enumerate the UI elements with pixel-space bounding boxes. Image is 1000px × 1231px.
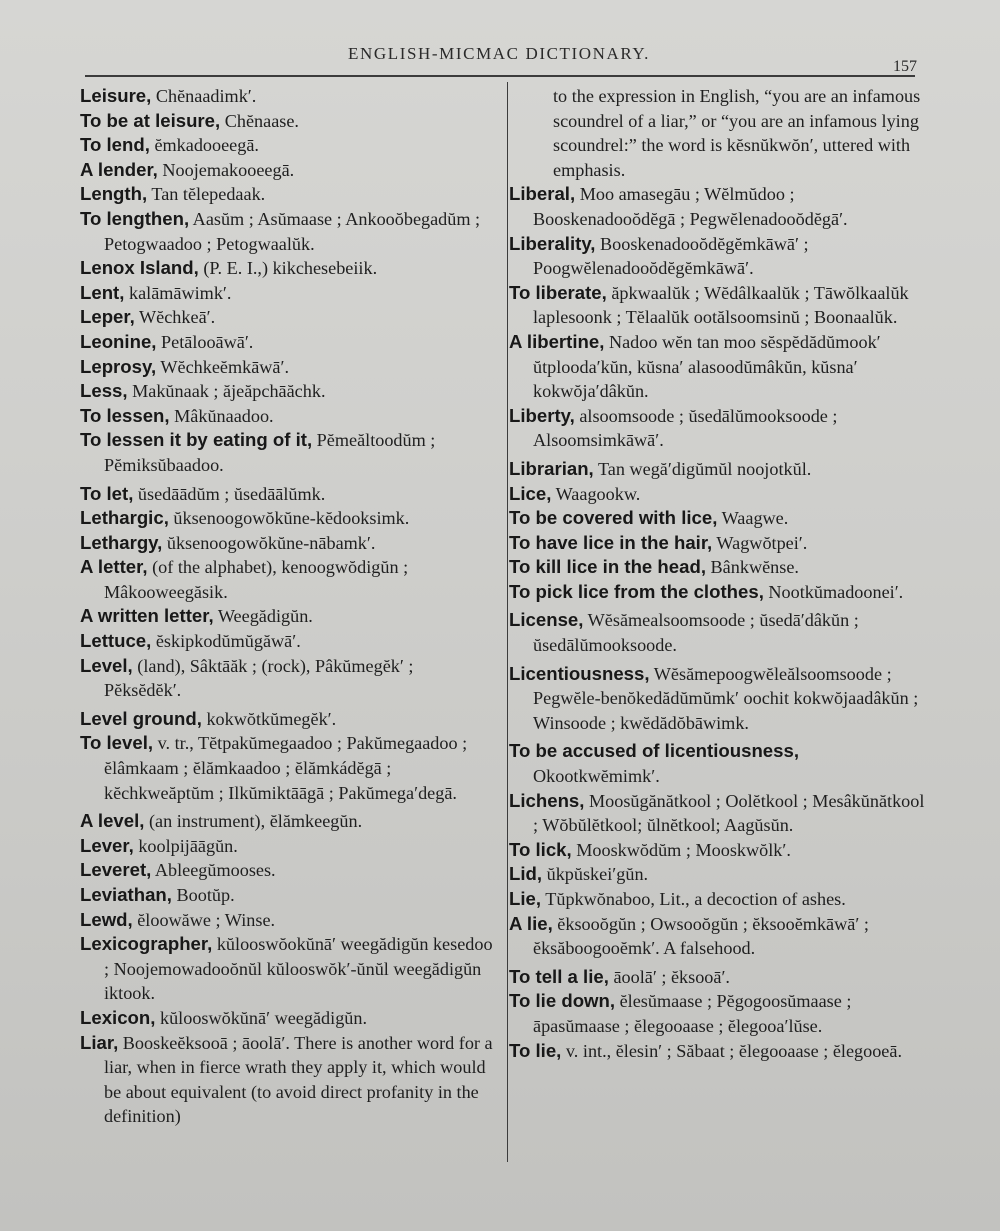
entry-headword: Licentiousness, <box>509 662 650 684</box>
dictionary-entry <box>80 629 495 654</box>
dictionary-entry <box>80 707 495 732</box>
dictionary-entry <box>80 731 495 805</box>
dictionary-entry <box>509 404 929 453</box>
entry-headword: Leprosy, <box>80 355 157 377</box>
entry-definition: kŭlooswŏokŭnā′ weegădigŭn kesedoo ; Noojemowadooŏnŭl kŭlooswŏk′-ŭnŭl weegădigŭn iktook. <box>104 934 493 1004</box>
entry-definition: ĕmkadooeegā. <box>149 135 259 156</box>
dictionary-entry <box>80 84 495 109</box>
entry-headword: Level, <box>80 654 133 676</box>
entry-definition: (of the alphabet), kenoogwŏdigŭn ; Mâkooweegăsik. <box>104 557 409 602</box>
column-divider <box>507 82 508 1162</box>
entry-definition: alsoomsoode ; ŭsedālŭmooksoode ; Alsoomsimkāwā′. <box>533 405 838 451</box>
dictionary-entry <box>509 739 929 788</box>
dictionary-entry <box>80 1031 495 1129</box>
entry-headword: To lie, <box>509 1039 562 1061</box>
entry-definition: Ableegŭmooses. <box>151 860 276 881</box>
dictionary-entry <box>80 109 495 134</box>
dictionary-entry <box>80 133 495 158</box>
entry-headword: Liberal, <box>509 183 576 205</box>
entry-headword: To have lice in the hair, <box>509 531 713 553</box>
dictionary-entry <box>80 531 495 556</box>
dictionary-entry <box>80 355 495 380</box>
entry-definition: Mooskwŏdŭm ; Mooskwŏlk′. <box>571 839 791 860</box>
entry-definition: kŭlooswŏkŭnā′ weegădigŭn. <box>155 1007 368 1028</box>
entry-headword: Lexicographer, <box>80 933 213 955</box>
entry-definition: ŭkpŭskei′gŭn. <box>542 864 649 885</box>
entry-definition: Mâkŭnaadoo. <box>169 405 274 426</box>
entry-definition: Wĕsămepoogwĕleălsoomsoode ; Pegwĕle-benŏkedădŭmŭmk′ oochit kokwŏjaadâkŭn ; Winsoode ; kwĕdădŏbāwimk. <box>533 663 919 733</box>
dictionary-entry <box>80 834 495 859</box>
entry-definition: v. tr., Tĕtpakŭmegaadoo ; Pakŭmegaadoo ; ĕlâmkaam ; ĕlămkaadoo ; ĕlămkádĕgā ; kĕchkweăptŭm ; Ilkŭmiktāāgā ; Pakŭmega′degā. <box>104 733 468 803</box>
dictionary-entry <box>80 932 495 1006</box>
dictionary-entry <box>80 207 495 256</box>
dictionary-entry <box>509 531 929 556</box>
entry-headword: To lengthen, <box>80 207 190 229</box>
entry-headword: Lid, <box>509 863 543 885</box>
entry-headword: A libertine, <box>509 330 605 352</box>
entry-headword: Lexicon, <box>80 1006 156 1028</box>
entry-definition: koolpijāāgŭn. <box>133 835 238 856</box>
entry-headword: Leviathan, <box>80 884 172 905</box>
entry-headword: Leper, <box>80 306 135 328</box>
entry-headword: Lent, <box>80 281 125 303</box>
entry-headword: To lessen it by eating of it, <box>80 429 313 451</box>
entry-definition: Weegădigŭn. <box>213 606 313 627</box>
dictionary-entry <box>80 330 495 355</box>
dictionary-entry <box>80 379 495 404</box>
entry-headword: To be at leisure, <box>80 109 221 131</box>
dictionary-entry <box>509 182 929 231</box>
dictionary-entry <box>80 883 495 908</box>
entry-definition: Bânkwĕnse. <box>706 557 799 578</box>
entry-definition: Nadoo wĕn tan moo sĕspĕdădŭmook′ ŭtplooda′kŭn, kŭsna′ alasoodŭmâkŭn, kŭsna′ kokwŏja′dâkŭn. <box>533 331 881 402</box>
entry-definition: Tan wegă′digŭmŭl noojotkŭl. <box>593 458 812 479</box>
entry-headword: License, <box>509 609 584 631</box>
dictionary-entry <box>509 232 929 281</box>
dictionary-entry <box>509 662 929 736</box>
entry-headword: To lend, <box>80 134 150 156</box>
entry-definition: v. int., ĕlesin′ ; Săbaat ; ĕlegooaase ; ĕlegooeā. <box>561 1040 903 1061</box>
dictionary-entry <box>80 482 495 507</box>
dictionary-entry <box>509 281 929 330</box>
entry-definition: kalāmāwimk′. <box>124 282 232 303</box>
entry-headword: Leveret, <box>80 859 152 881</box>
entry-headword: Lettuce, <box>80 630 152 652</box>
entry-headword: A level, <box>80 810 145 832</box>
entry-headword: Liberality, <box>509 232 596 254</box>
entry-definition: ĕlesŭmaase ; Pĕgogoosŭmaase ; āpasŭmaase ; ĕlegooaase ; ĕlegooa′lŭse. <box>533 991 852 1036</box>
entry-definition: ŭksenoogowŏkŭne-kĕdooksimk. <box>168 508 410 529</box>
entry-headword: A lie, <box>509 912 553 934</box>
dictionary-entry <box>509 838 929 863</box>
entry-headword: To be accused of licentiousness, <box>509 740 800 762</box>
entry-definition: ĕksooŏgŭn ; Owsooŏgŭn ; ĕksooĕmkāwā′ ; ĕksăboogooĕmk′. A falsehood. <box>533 913 869 959</box>
entry-headword: Librarian, <box>509 457 594 479</box>
dictionary-entry <box>509 989 929 1038</box>
entry-headword: To tell a lie, <box>509 965 609 987</box>
entry-headword: Lever, <box>80 834 134 856</box>
entry-definition: Chĕnaadimk′. <box>151 86 257 106</box>
dictionary-entry <box>509 912 929 961</box>
entry-headword: A letter, <box>80 556 148 578</box>
entry-headword: To pick lice from the clothes, <box>509 580 764 602</box>
dictionary-entry <box>80 1006 495 1031</box>
entry-definition: to the expression in English, “you are an infamous scoundrel of a liar,” or “you are an infamous lying scoundrel:” the word is kĕsnŭkwŏn′, uttered with emphasis. <box>553 86 921 180</box>
entry-definition: Pĕmeăltoodŭm ; Pĕmiksŭbaadoo. <box>104 430 436 475</box>
entry-definition: Okootkwĕmimk′. <box>533 766 660 787</box>
entry-definition: Wĕchkeā′. <box>134 307 216 328</box>
entry-headword: A written letter, <box>80 605 214 627</box>
entry-definition: Wĕchkeĕmkāwā′. <box>156 356 290 377</box>
page-title: ENGLISH-MICMAC DICTIONARY. <box>348 44 650 63</box>
dictionary-entry <box>509 608 929 657</box>
entry-definition: Tŭpkwŏnaboo, Lit., a decoction of ashes. <box>541 889 846 909</box>
entry-headword: Liberty, <box>509 404 575 426</box>
entry-definition: Moo amasegāu ; Wĕlmŭdoo ; Booskenadooŏdĕgā ; Pegwĕlenadooŏdĕgā′. <box>533 184 848 229</box>
entry-headword: Less, <box>80 380 128 402</box>
entry-definition: ĕskipkodŭmŭgăwā′. <box>151 631 301 652</box>
dictionary-entry <box>80 604 495 629</box>
dictionary-entry <box>509 555 929 580</box>
entry-definition: Wagwŏtpei′. <box>712 532 808 553</box>
entry-headword: Length, <box>80 183 148 205</box>
entry-definition: ĕloowăwe ; Winse. <box>132 909 276 930</box>
entry-headword: A lender, <box>80 158 158 180</box>
dictionary-entry <box>80 908 495 933</box>
dictionary-entry <box>80 654 495 703</box>
dictionary-entry <box>80 182 495 207</box>
dictionary-entry <box>509 965 929 990</box>
entry-definition: Chĕnaase. <box>220 110 299 131</box>
dictionary-entry <box>509 862 929 887</box>
entry-definition: ŭksenoogowŏkŭne-nābamk′. <box>162 532 376 553</box>
entry-headword: To be covered with lice, <box>509 507 718 529</box>
dictionary-entry-continued <box>509 84 929 182</box>
entry-headword: Level ground, <box>80 707 202 729</box>
dictionary-entry <box>509 1039 929 1064</box>
entry-definition: Makŭnaak ; ăjeăpchāăchk. <box>127 381 326 402</box>
entry-headword: Lenox Island, <box>80 257 199 279</box>
entry-definition: Nootkŭmadoonei′. <box>763 581 904 602</box>
entry-headword: Lethargy, <box>80 531 163 553</box>
entry-headword: Lethargic, <box>80 507 169 529</box>
entry-definition: Petālooāwā′. <box>156 331 254 352</box>
entry-definition: Aasŭm ; Asŭmaase ; Ankooŏbegadŭm ; Petogwaadoo ; Petogwaalŭk. <box>104 208 481 254</box>
entry-headword: Lie, <box>509 888 542 909</box>
entry-headword: To kill lice in the head, <box>509 556 706 578</box>
entry-definition: āoolā′ ; ĕksooā′. <box>608 966 730 987</box>
dictionary-entry <box>80 404 495 429</box>
entry-headword: To lick, <box>509 838 572 860</box>
dictionary-entry <box>80 428 495 477</box>
entry-headword: To level, <box>80 732 154 754</box>
dictionary-entry <box>80 506 495 531</box>
entry-definition: (an instrument), ĕlămkeegŭn. <box>144 811 363 832</box>
entry-definition: Booskeĕksooā ; āoolā′. There is another word for a liar, when in fierce wrath they apply it, which would be about equivalent (to avoid direct profanity in the definition) <box>104 1032 493 1127</box>
dictionary-entry <box>80 858 495 883</box>
right-column <box>509 84 929 1063</box>
dictionary-entry <box>80 809 495 834</box>
entry-definition: Moosŭgănătkool ; Oolĕtkool ; Mesâkŭnătkool ; Wŏbŭlĕtkool; ŭlnĕtkool; Aagŭsŭn. <box>533 790 925 836</box>
entry-definition: Waagwe. <box>717 508 789 529</box>
entry-headword: To lie down, <box>509 990 616 1012</box>
entry-definition: ŭsedāādŭm ; ŭsedāālŭmk. <box>133 483 326 504</box>
entry-definition: Noojemakooeegā. <box>157 159 295 180</box>
entry-definition: (land), Sâktāăk ; (rock), Pâkŭmegĕk′ ; Pĕksĕdĕk′. <box>104 655 414 701</box>
dictionary-entry <box>80 158 495 183</box>
dictionary-entry <box>80 305 495 330</box>
dictionary-entry <box>509 580 929 605</box>
entry-headword: Leisure, <box>80 85 152 106</box>
entry-definition: Wĕsămealsoomsoode ; ŭsedā′dâkŭn ; ŭsedālŭmooksoode. <box>533 610 859 656</box>
running-head <box>0 40 1000 75</box>
entry-definition: Bootŭp. <box>171 885 235 905</box>
entry-definition: Booskenadooŏdĕgĕmkāwā′ ; Poogwĕlenadooŏdĕgĕmkāwā′. <box>533 233 809 279</box>
entry-headword: Leonine, <box>80 330 157 352</box>
entry-headword: To lessen, <box>80 404 170 426</box>
dictionary-entry <box>509 506 929 531</box>
entry-definition: (P. E. I.,) kikchesebeiik. <box>198 258 378 279</box>
entry-headword: Liar, <box>80 1031 119 1053</box>
dictionary-entry <box>509 482 929 507</box>
entry-headword: To liberate, <box>509 281 607 303</box>
dictionary-entry <box>80 555 495 604</box>
dictionary-entry <box>509 789 929 838</box>
page-number: 157 <box>893 58 917 75</box>
dictionary-entry <box>509 887 929 912</box>
dictionary-entry <box>80 281 495 306</box>
entry-headword: Lewd, <box>80 908 133 930</box>
entry-definition: Waagookw. <box>551 483 641 504</box>
header-rule <box>85 75 915 77</box>
left-column <box>80 84 495 1129</box>
dictionary-entry <box>509 330 929 404</box>
entry-headword: Lichens, <box>509 789 585 811</box>
entry-definition: Tan tĕlepedaak. <box>147 184 266 205</box>
entry-headword: Lice, <box>509 482 552 504</box>
dictionary-entry <box>509 457 929 482</box>
entry-headword: To let, <box>80 482 134 504</box>
dictionary-entry <box>80 256 495 281</box>
entry-definition: ăpkwaalŭk ; Wĕdâlkaalŭk ; Tāwŏlkaalŭk laplesoonk ; Tĕlaalŭk ootălsoomsinŭ ; Boonaalŭk. <box>533 282 909 328</box>
entry-definition: kokwŏtkŭmegĕk′. <box>201 708 337 729</box>
